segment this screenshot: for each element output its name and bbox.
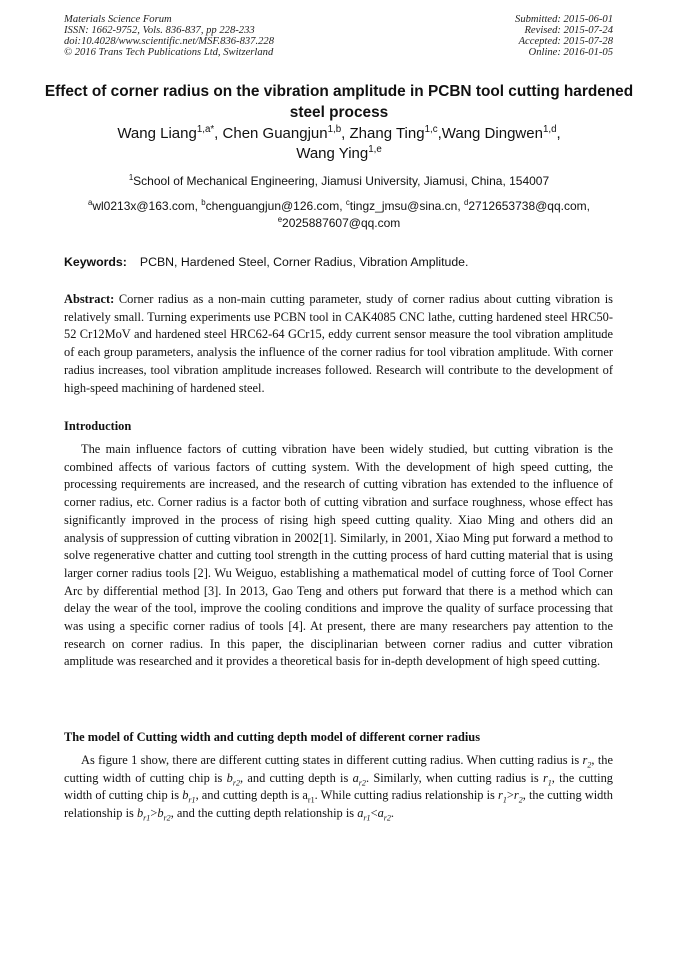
math-variable: $b_{r2}$ bbox=[226, 770, 240, 788]
author: Wang Dingwen$^{1,d}$, bbox=[441, 124, 561, 142]
section-heading-model: The model of Cutting width and cutting depth model of different corner radius bbox=[64, 730, 481, 744]
dates-header bbox=[515, 14, 613, 58]
author: Zhang Ting$^{1,c}$, bbox=[349, 124, 442, 142]
email: $^e$2025887607@qq.com bbox=[277, 215, 401, 230]
math-variable: $b_{r2}$ bbox=[157, 806, 171, 823]
author: Chen Guangjun$^{1,b}$, bbox=[222, 124, 350, 142]
author: Wang Ying$^{1,e}$ bbox=[296, 144, 382, 162]
model-body bbox=[64, 752, 613, 823]
doi-line: doi:10.4028/www.scientific.net/MSF.836-837.228 bbox=[64, 36, 274, 47]
math-variable: $r_1$ bbox=[542, 770, 552, 788]
submitted-date: Submitted: 2015-06-01 bbox=[515, 14, 613, 25]
keywords bbox=[64, 254, 468, 270]
email: $^a$wl0213x@163.com, bbox=[88, 198, 202, 213]
math-variable: $a_{r2}$ bbox=[352, 770, 366, 788]
email: $^b$chenguangjun@126.com, bbox=[201, 198, 346, 213]
math-subscript: r1 bbox=[307, 795, 315, 805]
accepted-date: Accepted: 2015-07-28 bbox=[518, 36, 613, 47]
paper-title: Effect of corner radius on the vibration amplitude in PCBN tool cutting hardened steel process bbox=[44, 83, 634, 121]
author-list bbox=[40, 124, 638, 164]
keywords-text: PCBN, Hardened Steel, Corner Radius, Vibration Amplitude. bbox=[139, 255, 469, 269]
issn-line: ISSN: 1662-9752, Vols. 836-837, pp 228-233 bbox=[64, 25, 255, 36]
journal-header bbox=[64, 14, 274, 58]
abstract-label: Abstract: bbox=[64, 292, 115, 306]
email: $^c$tingz_jmsu@sina.cn, bbox=[345, 198, 465, 213]
math-variable: $r_1$ bbox=[498, 788, 507, 805]
introduction-body bbox=[64, 441, 613, 671]
model-paragraph: As figure 1 show, there are different cutting states in different cutting radius. When cutting radius is $r_2$, the cutting width of cutting chip is $b_{r2}$, and cutting depth is $a_{r2}$. Similarly, when cutting radius is $r_1$, the cutting width of cutting chip is $b_{r1}$, and cutting depth is $a_{r1}$. While cutting radius relationship is $r_1>r_2$, the cutting width relationship is $b_{r1}>b_{r2}$, and the cutting depth relationship is $a_{r1}<a_{r2}$. bbox=[64, 753, 614, 823]
math-variable: $b_{r1}$ bbox=[136, 806, 151, 823]
journal-name: Materials Science Forum bbox=[64, 14, 172, 25]
copyright-line: © 2016 Trans Tech Publications Ltd, Switzerland bbox=[64, 47, 274, 58]
affiliation: $^1$School of Mechanical Engineering, Jiamusi University, Jiamusi, China, 154007 bbox=[128, 173, 550, 188]
author: Wang Liang$^{1,a*}$, bbox=[117, 124, 223, 142]
abstract-text: Corner radius as a non-main cutting parameter, study of corner radius about cutting vibration is relatively small. Turning experiments use PCBN tool in CAK4085 CNC lathe, cutting hardened steel HRC50-52 Cr12MoV and hardened steel HRC62-64 GCr15, eddy current sensor measure the tool vibration amplitude of each group parameters, analysis the influence of the corner radius for tool vibration amplitude. With corner radius increases, tool vibration amplitude increases followed. Research will contribute to the development of high-speed machining of hardened steel. bbox=[64, 292, 613, 395]
abstract bbox=[64, 291, 613, 397]
revised-date: Revised: 2015-07-24 bbox=[524, 25, 613, 36]
math-variable: $b_{r1}$ bbox=[182, 788, 196, 805]
math-variable: $a_{r1}$ bbox=[357, 806, 371, 823]
math-variable: $a_{r2}$ bbox=[377, 806, 391, 823]
section-heading-introduction: Introduction bbox=[64, 419, 132, 433]
online-date: Online: 2016-01-05 bbox=[528, 47, 613, 58]
email: $^d$2712653738@qq.com, bbox=[464, 198, 590, 213]
email-list bbox=[40, 198, 638, 232]
math-variable: $r_2$ bbox=[582, 753, 592, 770]
introduction-paragraph: The main influence factors of cutting vibration have been widely studied, but cutting vibration is the combined affects of various factors of cutting system. With the development of high speed cutting, the processing requirements are increased, and the research of cutting vibration has extended to the influence of corner radius, etc. Corner radius is a factor both of cutting vibration and surface roughness, whose effect has significantly improved in the process of rising high speed cutting quality. Xiao Ming and others did an analysis of suppression of cutting vibration in 2002[1]. Similarly, in 2001, Xiao Ming put forward a method to solve regenerative chatter and cutting tool strength in the cutting process of hard cutting material that is using larger corner radius tools [2]. Wu Weiguo, establishing a mathematical model of cutting force of Tool Corner Arc by differential method [3]. In 2013, Gao Teng and others put forward that there is a method which can delay the wear of the tool, improve the cooling conditions and improve the quality of surface processing that was using a specific corner radius of tools [4]. At present, there are many researchers pay attention to the research on corner radius. In this paper, the disciplinarian between corner radius and cutter vibration amplitude was researched and it provides a theoretical basis for in-depth development of high speed cutting. bbox=[64, 442, 613, 669]
math-variable: $r_2$ bbox=[513, 788, 523, 805]
keywords-label: Keywords: bbox=[64, 255, 127, 269]
